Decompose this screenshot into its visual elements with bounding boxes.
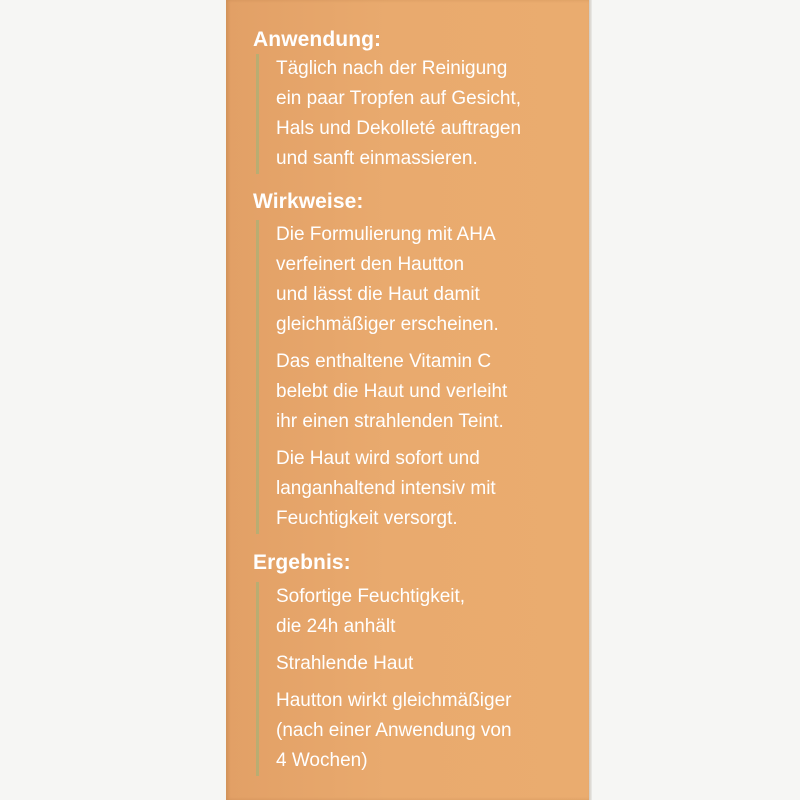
section-title-wirkweise: Wirkweise: xyxy=(253,190,364,213)
text-line: Die Haut wird sofort und xyxy=(276,448,480,469)
text-line: Sofortige Feuchtigkeit, xyxy=(276,586,466,607)
paragraph xyxy=(276,444,507,534)
text-line: die 24h anhält xyxy=(276,616,396,637)
package-edge xyxy=(589,0,592,800)
section-title-anwendung: Anwendung: xyxy=(253,28,382,51)
text-line: ein paar Tropfen auf Gesicht, xyxy=(276,88,522,109)
text-line: Feuchtigkeit versorgt. xyxy=(276,508,458,529)
text-line: Strahlende Haut xyxy=(276,653,414,674)
paragraph xyxy=(276,582,512,642)
text-line: und lässt die Haut damit xyxy=(276,284,480,305)
text-line: Hals und Dekolleté auftragen xyxy=(276,118,522,139)
paragraph xyxy=(276,649,512,679)
section-title-ergebnis: Ergebnis: xyxy=(253,551,351,574)
text-line: gleichmäßiger erscheinen. xyxy=(276,314,499,335)
text-line: Das enthaltene Vitamin C xyxy=(276,351,492,372)
text-line: belebt die Haut und verleiht xyxy=(276,381,508,402)
paragraph xyxy=(276,54,521,174)
paragraph xyxy=(276,686,512,776)
paragraph xyxy=(276,347,507,437)
anwendung-block xyxy=(256,54,521,174)
text-line: verfeinert den Hautton xyxy=(276,254,465,275)
text-line: Hautton wirkt gleichmäßiger xyxy=(276,690,512,711)
text-line: Täglich nach der Reinigung xyxy=(276,58,508,79)
ergebnis-block xyxy=(256,582,512,776)
text-line: Die Formulierung mit AHA xyxy=(276,224,496,245)
paragraph xyxy=(276,220,507,340)
text-line: und sanft einmassieren. xyxy=(276,148,478,169)
text-line: langanhaltend intensiv mit xyxy=(276,478,496,499)
text-line: (nach einer Anwendung von xyxy=(276,720,512,741)
text-line: ihr einen strahlenden Teint. xyxy=(276,411,504,432)
wirkweise-block xyxy=(256,220,507,534)
text-line: 4 Wochen) xyxy=(276,750,368,771)
